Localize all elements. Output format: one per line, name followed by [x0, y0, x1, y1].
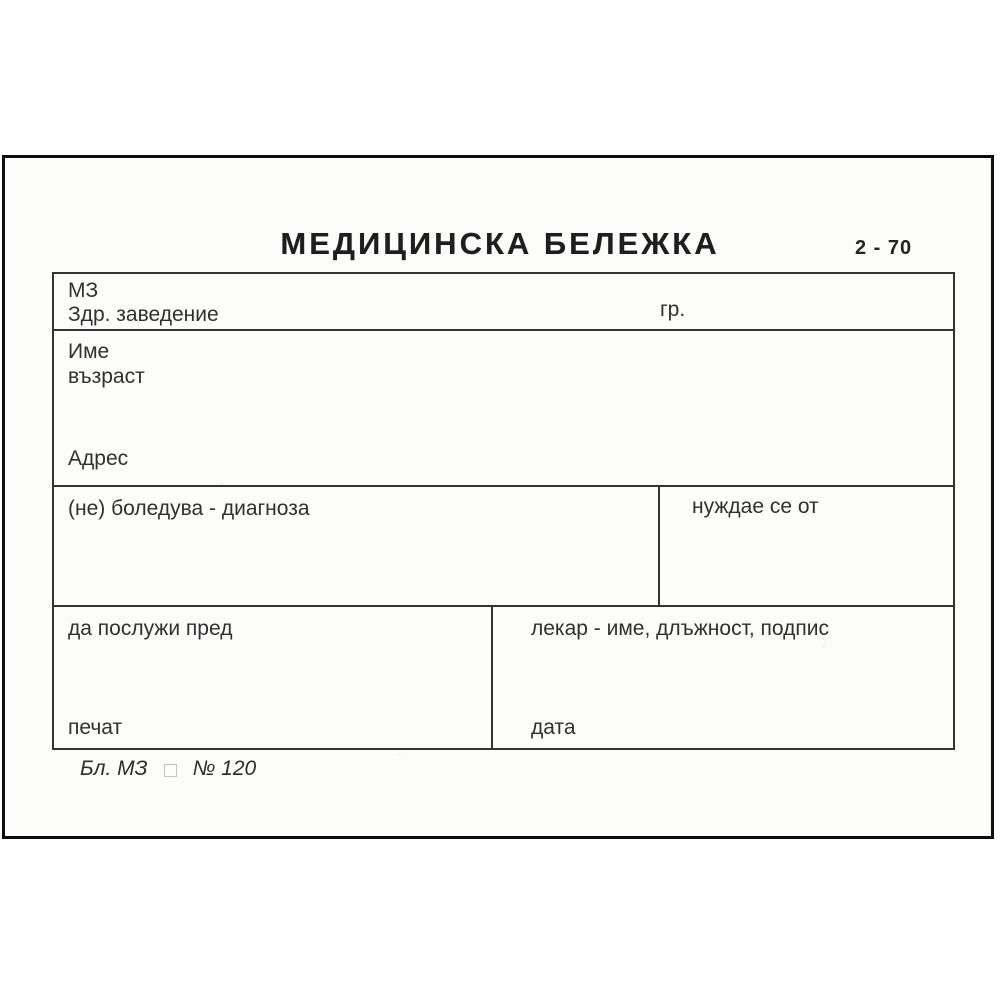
- row-diagnosis: [54, 487, 953, 607]
- field-label-name: Име: [68, 340, 110, 363]
- form-table: [52, 272, 955, 750]
- form-code: 2 - 70: [855, 237, 913, 259]
- cell-needs: [660, 487, 953, 605]
- page-title: МЕДИЦИНСКА БЕЛЕЖКА: [280, 226, 720, 261]
- field-label-address: Адрес: [68, 447, 129, 470]
- field-label-needs: нуждае се от: [692, 495, 819, 518]
- row-patient: [54, 331, 953, 487]
- field-label-doctor: лекар - име, длъжност, подпис: [531, 617, 829, 640]
- cell-doctor-date: [493, 607, 953, 748]
- cell-diagnosis: [54, 487, 660, 605]
- row-signature: [54, 607, 953, 748]
- footer-box-glyph: [164, 764, 177, 777]
- footer-number: № 120: [192, 757, 257, 780]
- field-label-ministry: МЗ: [68, 279, 99, 302]
- field-label-age: възраст: [68, 365, 145, 388]
- field-label-purpose: да послужи пред: [68, 617, 233, 640]
- patient-labels: [68, 339, 939, 389]
- field-label-date: дата: [531, 716, 576, 739]
- footer-blank-label: Бл. МЗ: [80, 757, 148, 780]
- field-label-stamp: печат: [68, 716, 123, 739]
- field-label-institution: Здр. заведение: [68, 303, 219, 326]
- form-footer: [80, 757, 256, 781]
- cell-purpose-stamp: [54, 607, 493, 748]
- field-label-city: гр.: [660, 298, 686, 321]
- row-institution: [54, 274, 953, 331]
- institution-labels: [68, 279, 939, 327]
- field-label-diagnosis: (не) боледува - диагноза: [68, 497, 310, 520]
